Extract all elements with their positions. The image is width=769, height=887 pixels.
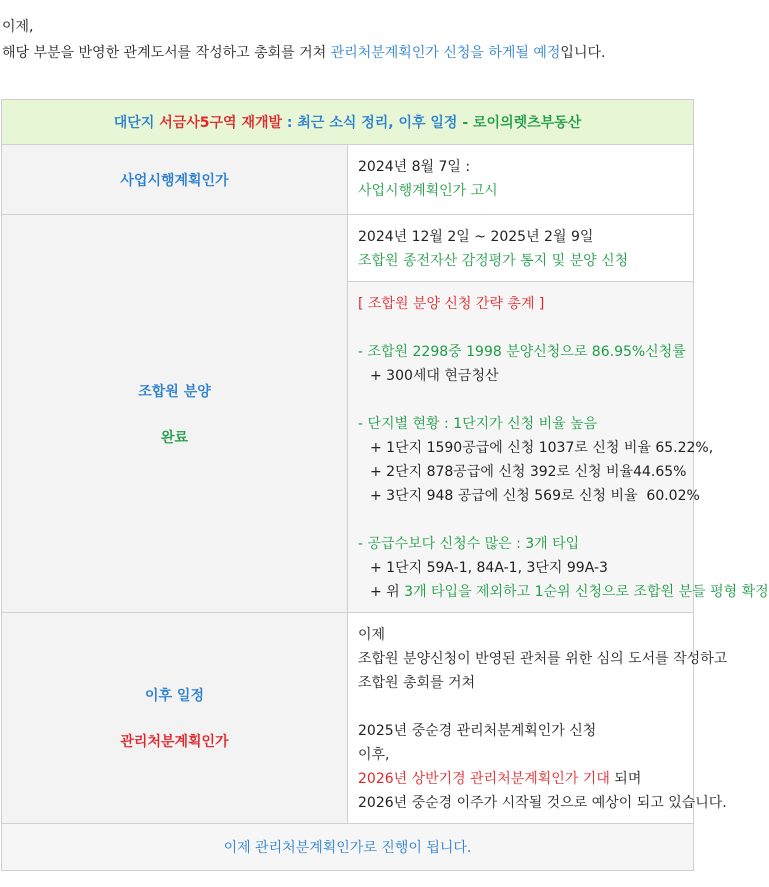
summary-title: [ 조합원 분양 신청 간략 총계 ] <box>358 296 545 312</box>
title-part-6: 로이의렛츠부동산 <box>473 115 582 131</box>
intro-line-2-a: 해당 부분을 반영한 관계도서를 작성하고 총회를 거쳐 <box>2 45 331 61</box>
row-label-member-sale <box>2 215 348 613</box>
row2-label-a: 조합원 분양 <box>138 383 211 400</box>
row1-date: 2024년 8월 7일 : <box>358 159 471 175</box>
summary-line-7: - 공급수보다 신청수 많은 : 3개 타입 <box>358 536 580 552</box>
row1-desc: 사업시행계획인가 고시 <box>358 183 498 199</box>
row3-line-7: 2026년 중순경 이주가 시작될 것으로 예상이 되고 있습니다. <box>358 795 727 811</box>
title-part-3: : <box>282 115 298 131</box>
summary-line-4: + 1단지 1590공급에 신청 1037로 신청 비율 65.22%, <box>370 440 714 456</box>
row2-desc: 조합원 종전자산 감정평가 통지 및 분양 신청 <box>358 253 629 269</box>
row-label-next-schedule <box>2 613 348 824</box>
summary-line-9-b: 3개 타입을 제외하고 1순위 신청으로 조합원 분들 평형 확정 <box>404 584 769 600</box>
row3-line-6-b: 되며 <box>609 771 642 787</box>
row3-line-1: 이제 <box>358 627 386 643</box>
row2-content-summary <box>348 282 769 613</box>
table-footer: 이제 관리처분계획인가로 진행이 됩니다. <box>2 824 694 871</box>
row2-content-dates <box>348 215 694 282</box>
row3-line-5: 이후, <box>358 747 390 763</box>
intro-line-2 <box>2 40 605 66</box>
row3-line-4: 2025년 중순경 관리처분계획인가 신청 <box>358 723 597 739</box>
summary-line-2: + 300세대 현금청산 <box>370 368 499 384</box>
row3-label-b: 관리처분계획인가 <box>120 734 229 750</box>
summary-line-9 <box>358 580 769 604</box>
row3-line-2: 조합원 분양신청이 반영된 관처를 위한 심의 도서를 작성하고 <box>358 651 728 667</box>
intro-line-2-c: 입니다. <box>560 45 606 61</box>
summary-line-5: + 2단지 878공급에 신청 392로 신청 비율44.65% <box>370 464 687 480</box>
row3-line-6-a: 2026년 상반기경 관리처분계획인가 기대 <box>358 771 610 787</box>
title-part-1: 대단지 <box>113 115 160 131</box>
row3-line-6 <box>358 767 683 791</box>
title-part-5: - <box>457 115 474 131</box>
intro-line-2-highlight: 관리처분계획인가 신청을 하게될 예정 <box>330 45 561 61</box>
intro-line-1: 이제, <box>2 19 34 35</box>
title-part-4: 최근 소식 정리, 이후 일정 <box>297 115 458 131</box>
row3-content <box>348 613 728 824</box>
row3-line-3: 조합원 총회를 거쳐 <box>358 675 476 691</box>
intro-text <box>2 14 605 66</box>
row-label-project-approval: 사업시행계획인가 <box>2 145 348 215</box>
summary-line-1: - 조합원 2298중 1998 분양신청으로 86.95%신청률 <box>358 344 686 360</box>
summary-line-9-a: + 위 <box>370 584 405 600</box>
title-part-2: 서금사5구역 재개발 <box>159 115 283 131</box>
row3-label-a: 이후 일정 <box>145 688 204 704</box>
table-title <box>2 100 694 145</box>
row-content-project-approval <box>348 145 694 215</box>
summary-line-3: - 단지별 현황 : 1단지가 신청 비율 높음 <box>358 416 598 432</box>
summary-line-6: + 3단지 948 공급에 신청 569로 신청 비율 60.02% <box>370 488 700 504</box>
schedule-table <box>1 99 769 871</box>
row2-label-b: 완료 <box>160 429 189 446</box>
summary-line-8: + 1단지 59A-1, 84A-1, 3단지 99A-3 <box>370 560 608 576</box>
row2-date: 2024년 12월 2일 ~ 2025년 2월 9일 <box>358 229 594 245</box>
